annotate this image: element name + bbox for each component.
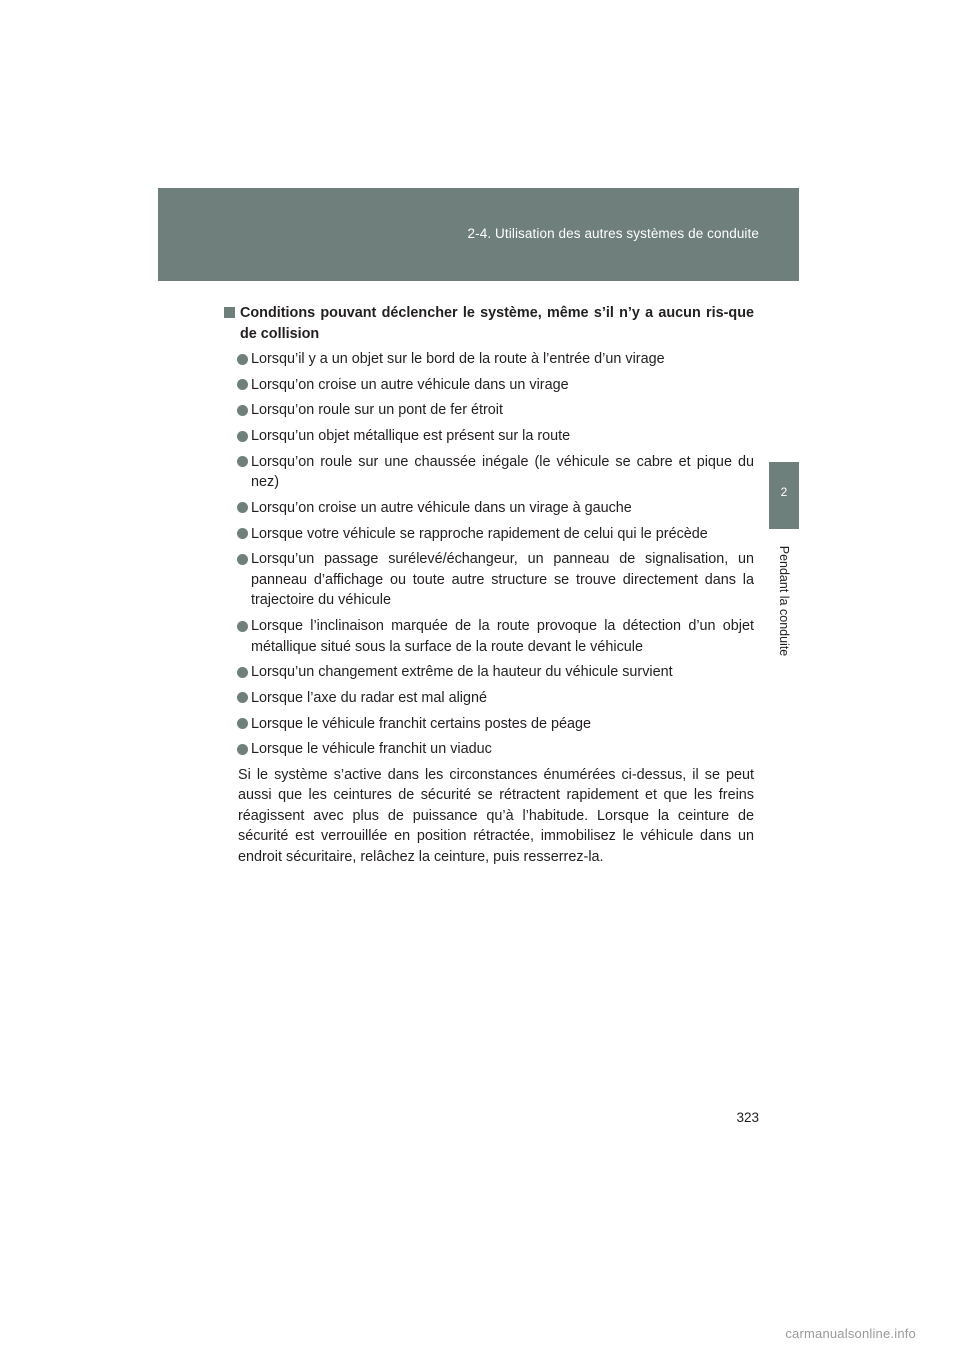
list-item-text: Lorsqu’on croise un autre véhicule dans un virage [251, 376, 569, 393]
list-item [224, 400, 754, 421]
section-title: 2-4. Utilisation des autres systèmes de conduite [467, 226, 759, 241]
list-item [224, 524, 754, 545]
circle-bullet-icon [237, 456, 248, 467]
list-item-text: Lorsque votre véhicule se rapproche rapidement de celui qui le précède [251, 525, 708, 542]
list-item-text: Lorsqu’un objet métallique est présent sur la route [251, 428, 571, 445]
list-item [224, 349, 754, 370]
circle-bullet-icon [237, 431, 248, 442]
list-item-text: Lorsqu’on roule sur une chaussée inégale (le véhicule se cabre et pique du nez) [251, 453, 754, 491]
list-item [224, 549, 754, 611]
circle-bullet-icon [237, 718, 248, 729]
list-item [224, 426, 754, 447]
circle-bullet-icon [237, 379, 248, 390]
body-paragraph: Si le système s’active dans les circonstances énumérées ci-dessus, il se peut aussi que les ceintures de sécurité se rétractent rapidement et que les freins réagissent avec plus de puissance qu’à l’habitude. Lorsque la ceinture de sécurité est verrouillée en position rétractée, immobilisez le véhicule dans un endroit sécuritaire, relâchez la ceinture, puis resserrez-la. [238, 766, 754, 865]
circle-bullet-icon [237, 554, 248, 565]
circle-bullet-icon [237, 667, 248, 678]
list-item [224, 375, 754, 396]
list-item [224, 662, 754, 683]
section-heading-text: Conditions pouvant déclencher le système, même s’il n’y a aucun ris-que de collision [240, 305, 754, 342]
list-item-text: Lorsque le véhicule franchit certains postes de péage [251, 715, 591, 732]
section-heading [224, 303, 754, 344]
list-item-text: Lorsqu’on roule sur un pont de fer étroit [251, 402, 503, 419]
list-item [224, 714, 754, 735]
list-item-text: Lorsqu’il y a un objet sur le bord de la route à l’entrée d’un virage [251, 351, 665, 367]
circle-bullet-icon [237, 692, 248, 703]
circle-bullet-icon [237, 744, 248, 755]
chapter-number: 2 [780, 485, 788, 499]
list-item [224, 688, 754, 709]
list-item-text: Lorsqu’un changement extrême de la hauteur du véhicule survient [251, 664, 673, 681]
circle-bullet-icon [237, 502, 248, 513]
circle-bullet-icon [237, 621, 248, 632]
watermark: carmanualsonline.info [785, 1326, 916, 1341]
chapter-tab [769, 462, 799, 529]
list-item-text: Lorsqu’on croise un autre véhicule dans un virage à gauche [251, 499, 632, 516]
circle-bullet-icon [237, 354, 248, 365]
circle-bullet-icon [237, 405, 248, 416]
page-number: 323 [736, 1110, 759, 1125]
list-item-text: Lorsque le véhicule franchit un viaduc [251, 741, 492, 758]
list-item-text: Lorsque l’axe du radar est mal aligné [251, 689, 487, 706]
page-content [224, 303, 754, 867]
list-item [224, 498, 754, 519]
section-header-band [158, 188, 799, 281]
list-item [224, 452, 754, 493]
chapter-title: Pendant la conduite [777, 545, 791, 657]
list-item-text: Lorsqu’un passage surélevé/échangeur, un panneau de signalisation, un panneau d’affichage ou toute autre structure se trouve directement dans la trajectoire du véhicule [251, 551, 754, 609]
circle-bullet-icon [237, 528, 248, 539]
list-item-text: Lorsque l’inclinaison marquée de la route provoque la détection d’un objet métallique situé sous la surface de la route devant le véhicule [251, 618, 754, 655]
list-item [224, 616, 754, 657]
list-item [224, 739, 754, 760]
condition-list [224, 349, 754, 760]
square-bullet-icon [224, 307, 235, 318]
